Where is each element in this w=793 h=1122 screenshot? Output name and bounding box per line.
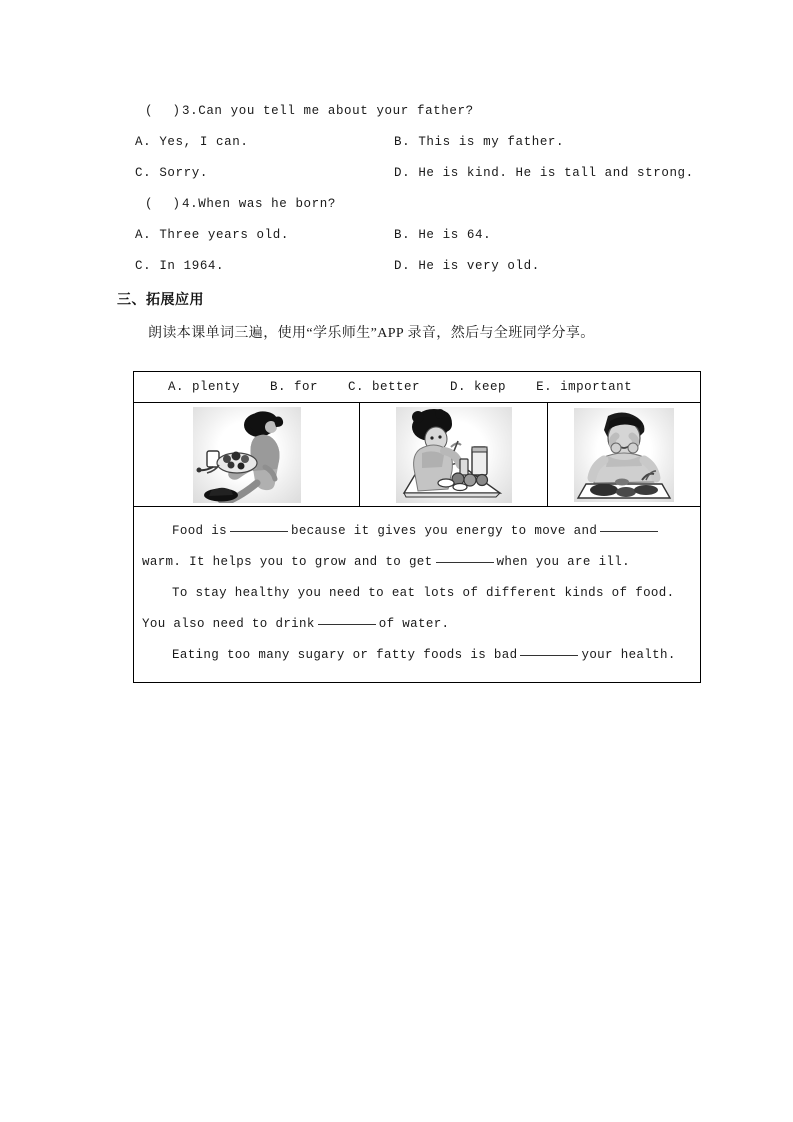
option-text: In 1964. bbox=[159, 259, 225, 273]
girl-sitting-eating-picture bbox=[193, 407, 301, 503]
cloze-text-row bbox=[134, 507, 700, 682]
option-label: D. bbox=[394, 166, 411, 180]
cloze-blank[interactable] bbox=[230, 531, 288, 532]
option-label: B. bbox=[394, 228, 411, 242]
para-segment: when you are ill. bbox=[496, 555, 630, 569]
option-label: B. bbox=[394, 135, 411, 149]
cloze-blank[interactable] bbox=[600, 531, 658, 532]
illustration-row bbox=[134, 403, 700, 507]
option-text: He is 64. bbox=[418, 228, 492, 242]
option-a[interactable] bbox=[135, 127, 248, 158]
girl-at-table-with-food-picture bbox=[396, 407, 512, 503]
option-b[interactable] bbox=[394, 220, 491, 251]
para-segment: because it gives you energy to move and bbox=[290, 524, 598, 538]
option-label: A. bbox=[135, 228, 152, 242]
cloze-paragraph-1 bbox=[142, 516, 692, 578]
section-heading: 三、拓展应用 bbox=[117, 291, 204, 307]
bracket-close: ) bbox=[172, 104, 181, 118]
option-d[interactable] bbox=[394, 158, 694, 189]
cloze-blank[interactable] bbox=[520, 655, 578, 656]
option-row bbox=[117, 158, 717, 189]
answer-bracket[interactable] bbox=[145, 104, 180, 118]
cloze-blank[interactable] bbox=[318, 624, 376, 625]
option-a[interactable] bbox=[135, 220, 289, 251]
option-text: Sorry. bbox=[159, 166, 208, 180]
cloze-blank[interactable] bbox=[436, 562, 494, 563]
question-stem: Can you tell me about your father? bbox=[198, 104, 474, 118]
option-label: D. bbox=[394, 259, 411, 273]
para-segment: of water. bbox=[378, 617, 450, 631]
question-number: 3. bbox=[182, 104, 199, 118]
option-row bbox=[117, 127, 717, 158]
para-segment: Food is bbox=[172, 524, 227, 538]
option-c[interactable] bbox=[135, 158, 208, 189]
word-bank-option-c[interactable]: C. better bbox=[348, 380, 421, 394]
question-line bbox=[117, 189, 717, 220]
para-segment: To stay healthy you need to eat lots of different kinds of food. You also need to drink bbox=[142, 586, 675, 631]
bracket-open: ( bbox=[145, 197, 153, 211]
illustration-cell-1 bbox=[134, 403, 360, 506]
cloze-paragraph-2 bbox=[142, 578, 692, 640]
word-bank-option-b[interactable]: B. for bbox=[270, 380, 319, 394]
cloze-paragraph-3 bbox=[142, 640, 692, 671]
boy-eating-meal-picture bbox=[574, 408, 674, 502]
section-instruction: 朗读本课单词三遍，使用“学乐师生”APP 录音，然后与全班同学分享。 bbox=[148, 326, 595, 341]
multiple-choice-block bbox=[117, 96, 717, 282]
option-row bbox=[117, 220, 717, 251]
word-bank-option-a[interactable]: A. plenty bbox=[168, 380, 241, 394]
exercise-table bbox=[133, 371, 701, 683]
illustration-cell-2 bbox=[360, 403, 548, 506]
option-label: C. bbox=[135, 259, 152, 273]
question-line bbox=[117, 96, 717, 127]
option-label: C. bbox=[135, 166, 152, 180]
option-label: A. bbox=[135, 135, 152, 149]
word-bank-option-e[interactable]: E. important bbox=[536, 380, 633, 394]
bracket-open: ( bbox=[145, 104, 153, 118]
option-row bbox=[117, 251, 717, 282]
question-number: 4. bbox=[182, 197, 199, 211]
option-text: Yes, I can. bbox=[159, 135, 249, 149]
option-d[interactable] bbox=[394, 251, 540, 282]
option-b[interactable] bbox=[394, 127, 564, 158]
option-text: He is kind. He is tall and strong. bbox=[418, 166, 694, 180]
option-text: He is very old. bbox=[418, 259, 540, 273]
option-text: This is my father. bbox=[418, 135, 565, 149]
bracket-close: ) bbox=[172, 197, 181, 211]
word-bank-option-d[interactable]: D. keep bbox=[450, 380, 507, 394]
para-segment: your health. bbox=[581, 648, 676, 662]
option-text: Three years old. bbox=[159, 228, 289, 242]
para-segment: Eating too many sugary or fatty foods is bad bbox=[172, 648, 518, 662]
illustration-cell-3 bbox=[548, 403, 699, 506]
para-segment: warm. It helps you to grow and to get bbox=[142, 555, 433, 569]
answer-bracket[interactable] bbox=[145, 197, 180, 211]
question-stem: When was he born? bbox=[198, 197, 336, 211]
word-bank-row bbox=[134, 372, 700, 403]
option-c[interactable] bbox=[135, 251, 224, 282]
